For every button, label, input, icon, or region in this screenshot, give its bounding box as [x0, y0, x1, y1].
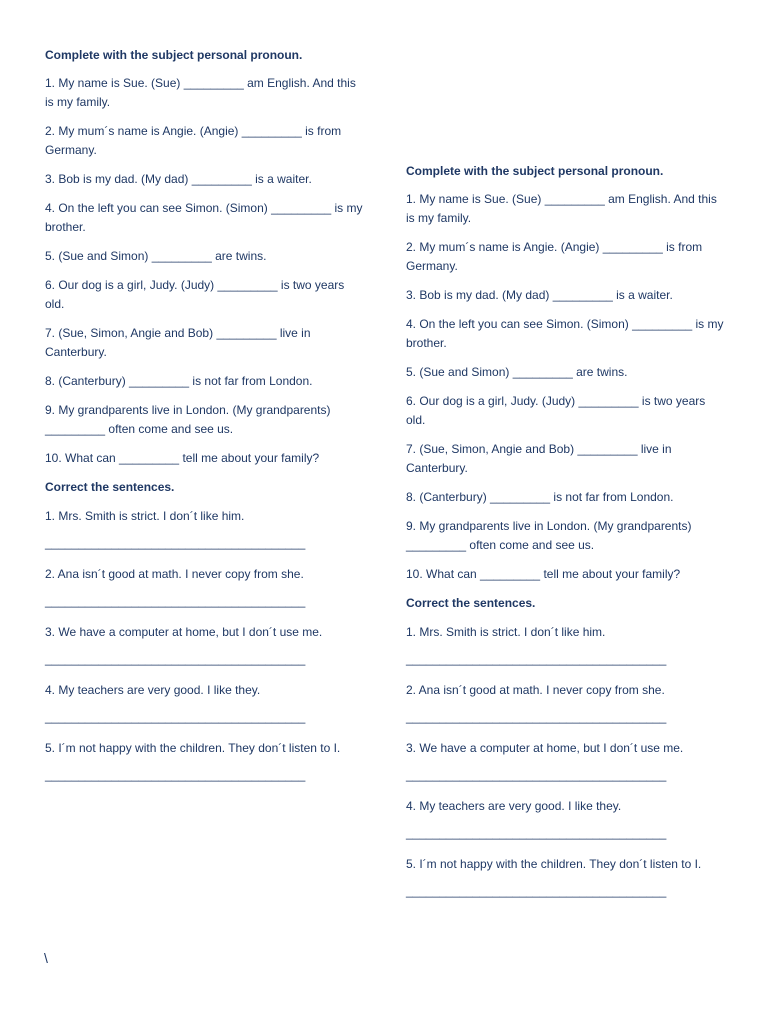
exercise-item: 7. (Sue, Simon, Angie and Bob) _________ live in Canterbury.	[45, 326, 311, 359]
answer-line: _______________________________________	[406, 768, 667, 782]
correction-sentence: 2. Ana isn´t good at math. I never copy from she.	[406, 683, 665, 697]
exercise-item: 8. (Canterbury) _________ is not far from London.	[406, 490, 674, 504]
page-mark: \	[44, 950, 48, 966]
correct-heading: Correct the sentences.	[406, 596, 536, 610]
exercise-item: 10. What can _________ tell me about your family?	[45, 451, 320, 465]
exercise-item: 9. My grandparents live in London. (My grandparents) _________ often come and see us.	[45, 403, 331, 436]
worksheet-right	[406, 162, 726, 913]
correct-heading: Correct the sentences.	[45, 480, 175, 494]
exercise-item: 3. Bob is my dad. (My dad) _________ is a waiter.	[406, 288, 673, 302]
answer-line: _______________________________________	[45, 768, 306, 782]
exercise-item: 4. On the left you can see Simon. (Simon) _________ is my brother.	[45, 201, 363, 234]
correction-sentence: 1. Mrs. Smith is strict. I don´t like him.	[406, 625, 606, 639]
worksheet-left	[45, 46, 365, 797]
exercise-item: 4. On the left you can see Simon. (Simon) _________ is my brother.	[406, 317, 724, 350]
answer-line: _______________________________________	[45, 536, 306, 550]
exercise-item: 6. Our dog is a girl, Judy. (Judy) _________ is two years old.	[406, 394, 706, 427]
answer-line: _______________________________________	[45, 710, 306, 724]
answer-line: _______________________________________	[406, 884, 667, 898]
exercise-item: 6. Our dog is a girl, Judy. (Judy) _________ is two years old.	[45, 278, 345, 311]
correction-sentence: 5. I´m not happy with the children. They don´t listen to I.	[406, 857, 702, 871]
exercise-item: 7. (Sue, Simon, Angie and Bob) _________ live in Canterbury.	[406, 442, 672, 475]
answer-line: _______________________________________	[45, 594, 306, 608]
exercise-heading: Complete with the subject personal pronoun.	[45, 48, 303, 62]
exercise-item: 9. My grandparents live in London. (My grandparents) _________ often come and see us.	[406, 519, 692, 552]
correction-sentence: 4. My teachers are very good. I like they.	[406, 799, 622, 813]
exercise-item: 2. My mum´s name is Angie. (Angie) _________ is from Germany.	[45, 124, 342, 157]
answer-line: _______________________________________	[406, 826, 667, 840]
exercise-item: 8. (Canterbury) _________ is not far from London.	[45, 374, 313, 388]
correction-sentence: 5. I´m not happy with the children. They don´t listen to I.	[45, 741, 341, 755]
exercise-item: 10. What can _________ tell me about your family?	[406, 567, 681, 581]
exercise-item: 3. Bob is my dad. (My dad) _________ is a waiter.	[45, 172, 312, 186]
exercise-heading: Complete with the subject personal pronoun.	[406, 164, 664, 178]
exercise-item: 5. (Sue and Simon) _________ are twins.	[406, 365, 628, 379]
answer-line: _______________________________________	[406, 652, 667, 666]
answer-line: _______________________________________	[406, 710, 667, 724]
exercise-item: 2. My mum´s name is Angie. (Angie) _________ is from Germany.	[406, 240, 703, 273]
correction-sentence: 3. We have a computer at home, but I don´t use me.	[45, 625, 323, 639]
correction-sentence: 4. My teachers are very good. I like they.	[45, 683, 261, 697]
correction-sentence: 2. Ana isn´t good at math. I never copy from she.	[45, 567, 304, 581]
exercise-item: 5. (Sue and Simon) _________ are twins.	[45, 249, 267, 263]
exercise-item: 1. My name is Sue. (Sue) _________ am English. And this is my family.	[406, 192, 717, 225]
correction-sentence: 3. We have a computer at home, but I don´t use me.	[406, 741, 684, 755]
answer-line: _______________________________________	[45, 652, 306, 666]
exercise-item: 1. My name is Sue. (Sue) _________ am English. And this is my family.	[45, 76, 356, 109]
correction-sentence: 1. Mrs. Smith is strict. I don´t like him.	[45, 509, 245, 523]
